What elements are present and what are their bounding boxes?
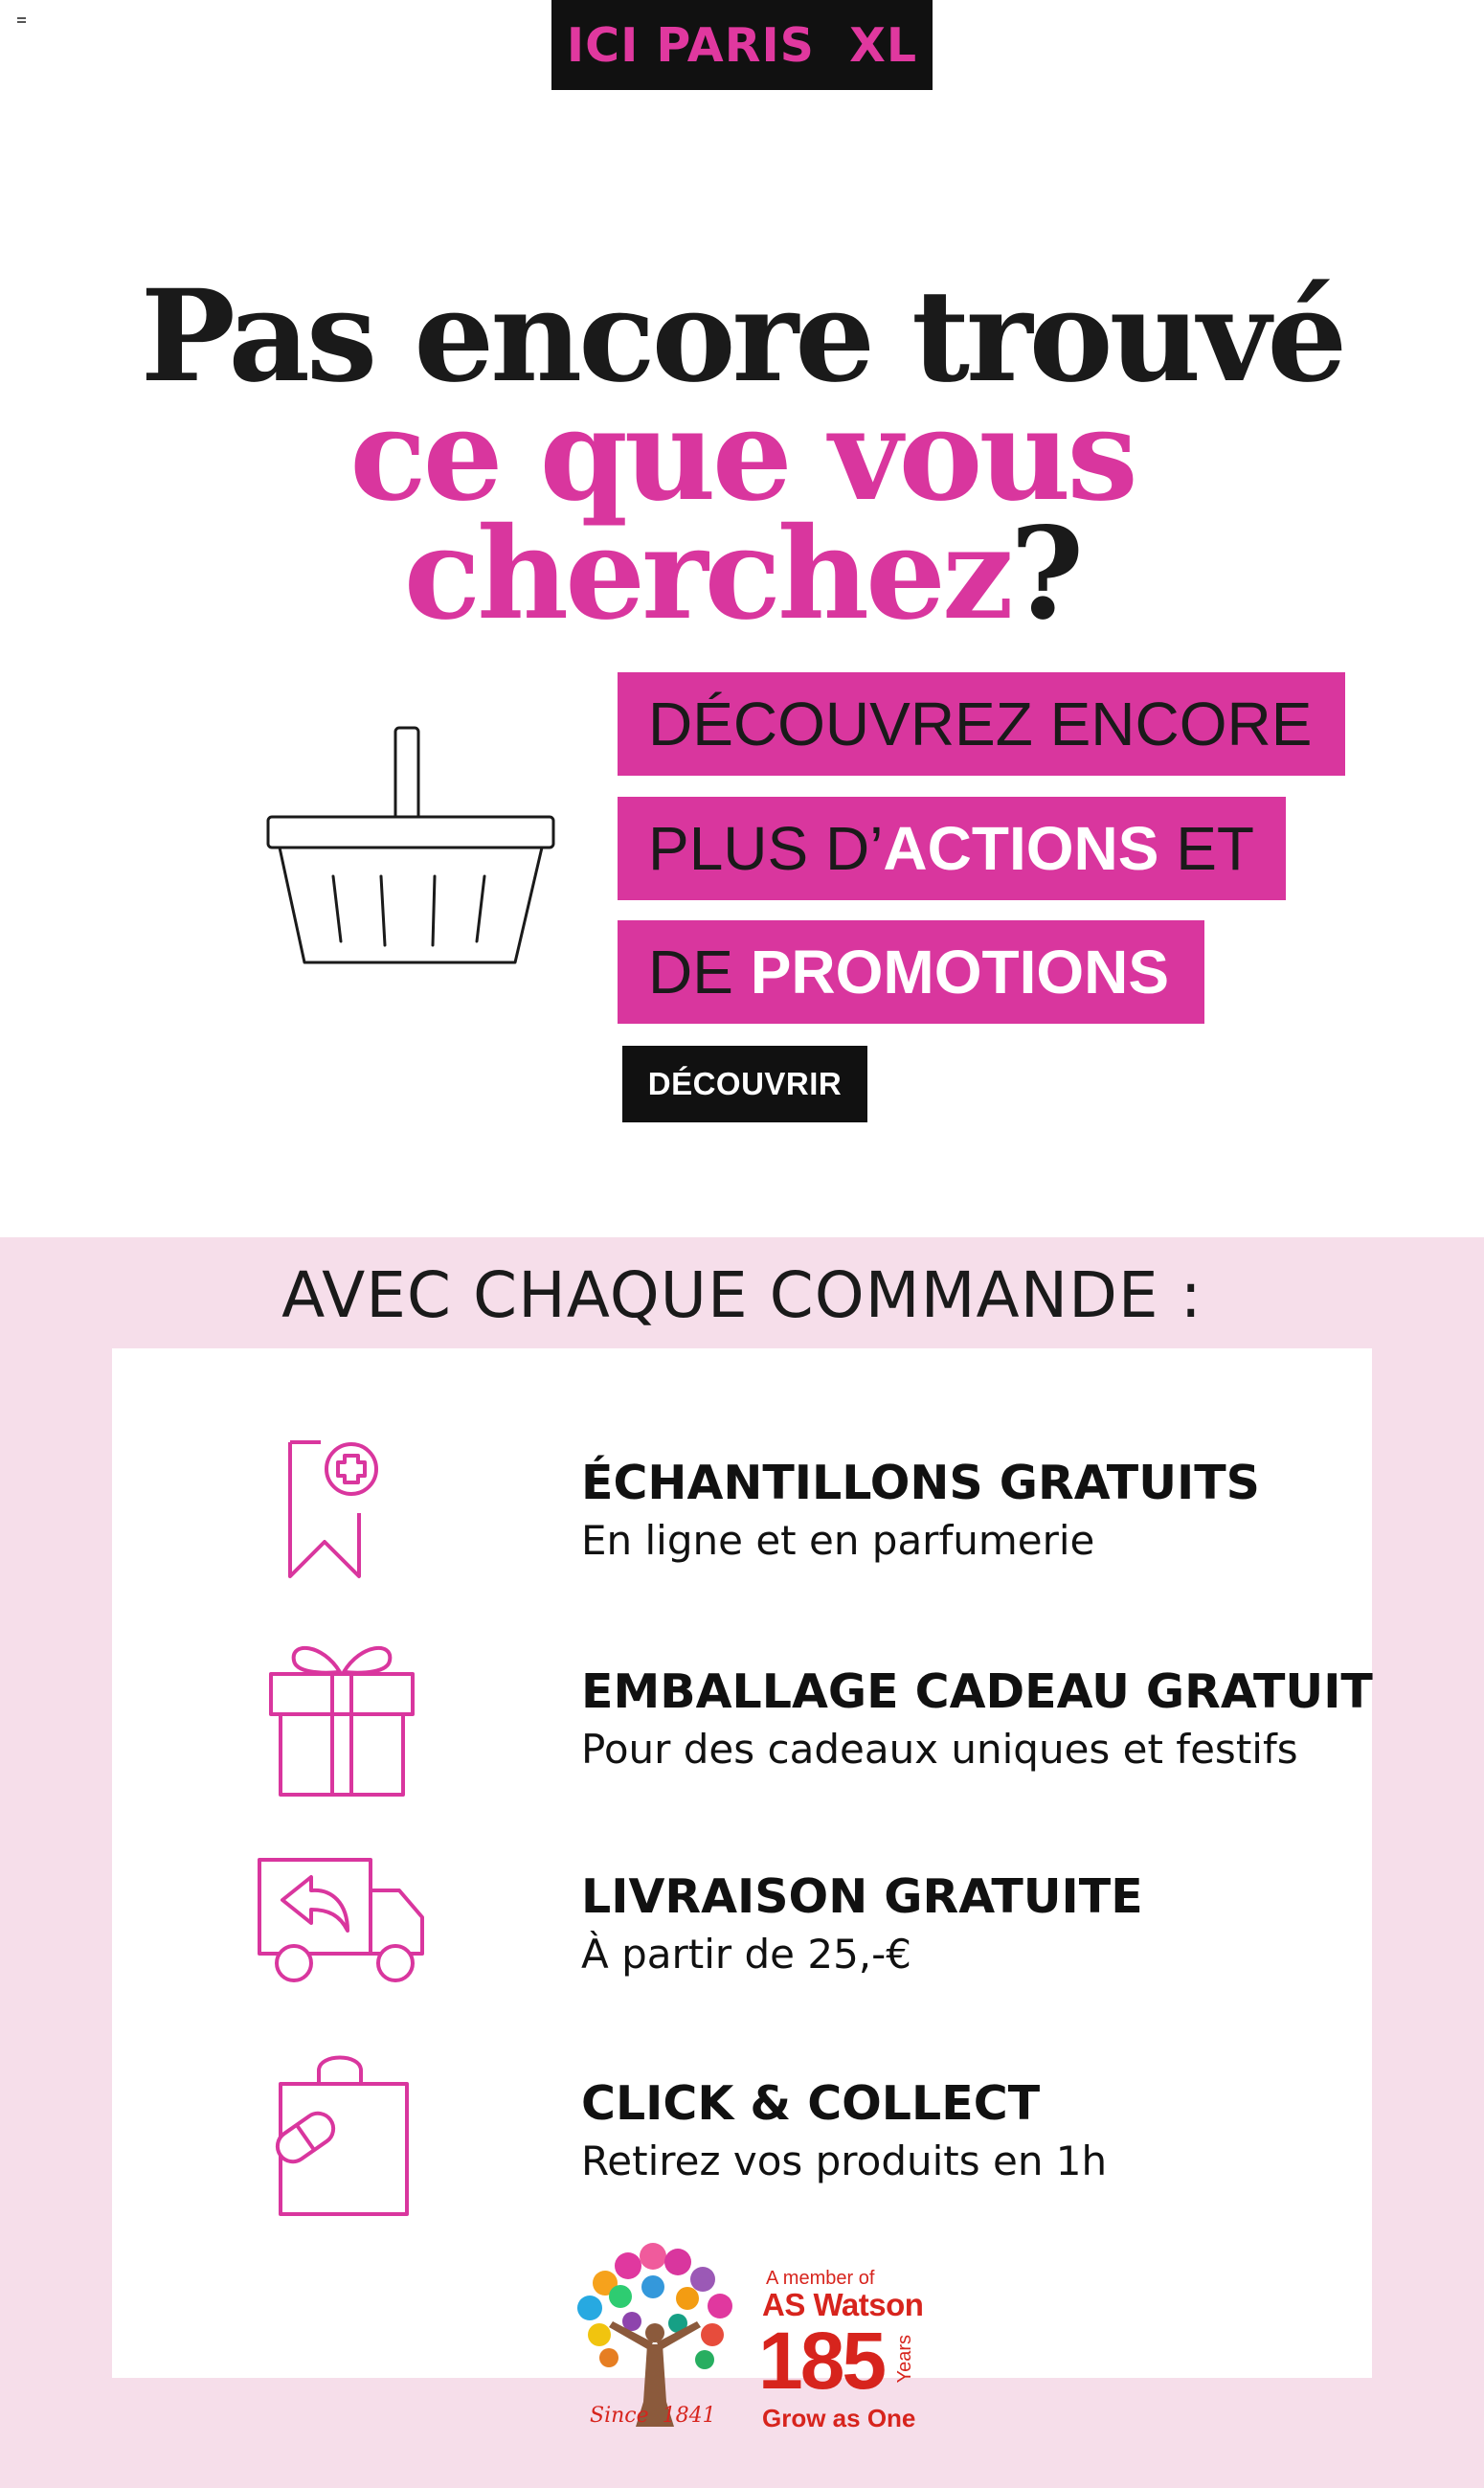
promo-line-2-prefix: PLUS D’ (648, 814, 884, 883)
as-watson-logo (571, 2239, 925, 2440)
promo-line-3-prefix: DE (648, 938, 751, 1007)
benefit-description: À partir de 25,-€ (581, 1931, 912, 1978)
benefit-description: Pour des cadeaux uniques et festifs (581, 1726, 1298, 1773)
benefits-title: AVEC CHAQUE COMMANDE : (281, 1258, 1203, 1332)
promo-line-3-bold: PROMOTIONS (750, 938, 1170, 1007)
headline-line-2 (0, 381, 1484, 648)
watson-name: AS Watson (762, 2287, 924, 2322)
benefit-description: En ligne et en parfumerie (581, 1517, 1095, 1564)
benefits-card (112, 1348, 1372, 2378)
watson-years-number: 185 (758, 2316, 885, 2406)
shopping-basket-icon (259, 723, 565, 972)
promo-line-2-suffix: ET (1158, 814, 1254, 883)
shopping-bag-icon (263, 2046, 416, 2218)
promo-line-1 (618, 672, 1345, 776)
tree-of-hearts-icon (571, 2239, 743, 2431)
watson-tagline: Grow as One (762, 2404, 916, 2432)
promo-line-1-text: DÉCOUVREZ ENCORE (648, 690, 1313, 758)
discover-button[interactable]: DÉCOUVRIR (622, 1046, 867, 1122)
menu-icon[interactable] (17, 17, 26, 25)
watson-member-text: A member of (766, 2268, 875, 2289)
headline-question-mark: ? (1009, 500, 1081, 648)
brand-logo: ICI PARIS XL (551, 0, 933, 90)
sample-ribbon-icon (284, 1433, 380, 1586)
benefit-title: ÉCHANTILLONS GRATUITS (581, 1456, 1260, 1510)
watson-years-label: Years (894, 2335, 915, 2384)
headline (0, 262, 1484, 648)
benefit-title: LIVRAISON GRATUITE (581, 1869, 1143, 1924)
benefit-title: CLICK & COLLECT (581, 2076, 1041, 2131)
benefit-description: Retirez vos produits en 1h (581, 2137, 1108, 2184)
benefit-title: EMBALLAGE CADEAU GRATUIT (581, 1664, 1373, 1719)
delivery-truck-icon (256, 1856, 428, 1990)
promo-line-2 (618, 797, 1286, 900)
headline-line-1: Pas encore trouvé (140, 262, 1344, 411)
promo-line-2-bold: ACTIONS (883, 814, 1159, 883)
headline-highlight: ce que vous cherchez (349, 381, 1135, 648)
watson-since: Since 1841 (590, 2404, 716, 2428)
gift-box-icon (265, 1636, 418, 1798)
promo-line-3 (618, 920, 1204, 1024)
